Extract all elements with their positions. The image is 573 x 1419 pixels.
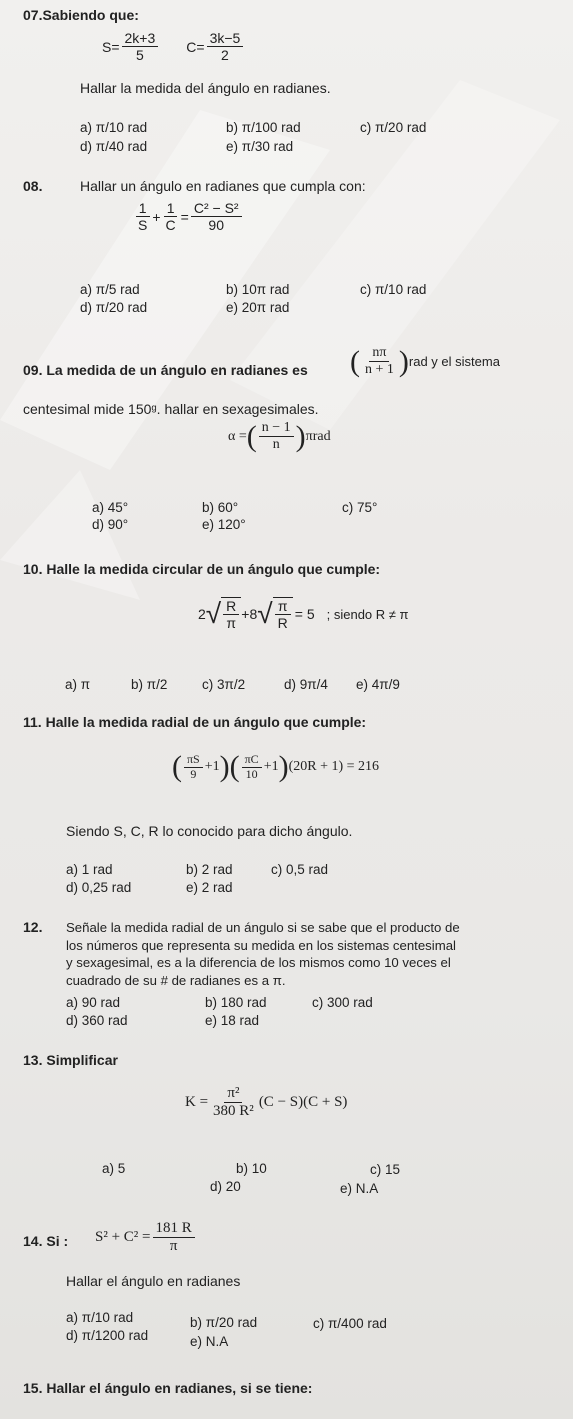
q12-line: y sexagesimal, es a la diferencia de los mismos como 10 veces el (66, 955, 451, 970)
q09-option-e[interactable]: e) 120° (202, 517, 246, 532)
q10-r1-den: π (226, 615, 237, 632)
q10-r2-den: R (277, 615, 288, 632)
q11-option-a[interactable]: a) 1 rad (66, 862, 113, 877)
q08-number: 08. (23, 178, 43, 194)
q08-option-b[interactable]: b) 10π rad (226, 282, 290, 297)
q11-text: 11. Halle la medida radial de un ángulo que cumple: (23, 714, 367, 730)
q10-text: 10. Halle la medida circular de un ángulo que cumple: (23, 561, 381, 577)
q07-formulas (102, 30, 245, 63)
q11-t1-num: πS (184, 753, 203, 768)
q11-t2-after: +1 (263, 759, 279, 774)
q14-option-d[interactable]: d) π/1200 rad (66, 1328, 149, 1343)
q08-f1-den: S (138, 217, 148, 234)
q13-option-e[interactable]: e) N.A (340, 1181, 379, 1196)
q10-plus: +8 (241, 606, 258, 623)
q07-instruction: Hallar la medida del ángulo en radianes. (80, 80, 331, 96)
q09-option-c[interactable]: c) 75° (342, 500, 378, 515)
q09-a-after: πrad (305, 428, 331, 444)
q09-after: rad y el sistema (408, 354, 500, 370)
q12-number: 12. (23, 919, 43, 935)
q11-note: Siendo S, C, R lo conocido para dicho ángulo. (66, 823, 353, 839)
s-numerator: 2k+3 (122, 30, 159, 47)
q10-option-c[interactable]: c) 3π/2 (202, 677, 246, 692)
q10-r1-num: R (223, 598, 239, 615)
q09-option-d[interactable]: d) 90° (92, 517, 129, 532)
q09-frac-den: n + 1 (365, 362, 394, 378)
q13-num: π² (224, 1085, 242, 1103)
q07-option-e[interactable]: e) π/30 rad (226, 139, 294, 154)
q13-label: 13. Simplificar (23, 1052, 118, 1068)
q10-option-b[interactable]: b) π/2 (131, 677, 168, 692)
q13-k: K = (185, 1094, 209, 1111)
q13-option-d[interactable]: d) 20 (210, 1179, 241, 1194)
s-denominator: 5 (135, 47, 144, 64)
q10-coef: 2 (198, 606, 206, 623)
q08-f2-den: C (165, 217, 176, 234)
q11-t2-num: πC (242, 753, 262, 768)
q08-option-e[interactable]: e) 20π rad (226, 300, 290, 315)
q12-line: Señale la medida radial de un ángulo si se sabe que el producto de (66, 920, 460, 935)
q14-expr: S² + C² = (95, 1229, 151, 1246)
s-equals: S= (102, 38, 120, 55)
q09-line2: centesimal mide 150ᵍ. hallar en sexagesimales. (23, 401, 319, 417)
c-numerator: 3k−5 (207, 30, 244, 47)
q07-option-d[interactable]: d) π/40 rad (80, 139, 148, 154)
c-equals: C= (186, 38, 205, 55)
q09-frac-num: nπ (369, 345, 389, 362)
q11-t2-den: 10 (245, 766, 258, 781)
q09-alpha-eq: α = (228, 428, 247, 444)
q09-a-den: n (272, 437, 280, 453)
q10-option-a[interactable]: a) π (65, 677, 91, 692)
q13-option-b[interactable]: b) 10 (236, 1161, 267, 1176)
q12-option-a[interactable]: a) 90 rad (66, 995, 121, 1010)
q14-option-e[interactable]: e) N.A (190, 1334, 229, 1349)
q14-formula (95, 1220, 197, 1256)
q07-option-c[interactable]: c) π/20 rad (360, 120, 427, 135)
q12-line: los números que representa su medida en los sistemas centesimal (66, 937, 456, 953)
q12-text (66, 919, 460, 989)
q15-text: 15. Hallar el ángulo en radianes, si se tiene: (23, 1380, 313, 1396)
q14-num: 181 R (153, 1220, 195, 1238)
q12-option-c[interactable]: c) 300 rad (312, 995, 373, 1010)
q08-option-c[interactable]: c) π/10 rad (360, 282, 427, 297)
q10-eq: = 5 (294, 606, 315, 623)
q12-option-e[interactable]: e) 18 rad (205, 1013, 260, 1028)
q11-t1-den: 9 (190, 766, 197, 781)
q09-line1-text: 09. La medida de un ángulo en radianes es (23, 362, 308, 378)
q10-condition: ; siendo R ≠ π (326, 606, 409, 622)
q12-option-b[interactable]: b) 180 rad (205, 995, 267, 1010)
q08-plus: + (152, 208, 161, 225)
q10-formula: 2 √ $\frac{R}{\pi}$ +8 √ $\frac{\pi}{R}$ = 5 ; siendo R ≠ π (198, 598, 409, 632)
q11-option-b[interactable]: b) 2 rad (186, 862, 233, 877)
q08-eq: = (180, 208, 189, 225)
q13-option-a[interactable]: a) 5 (102, 1161, 126, 1176)
q07-option-b[interactable]: b) π/100 rad (226, 120, 301, 135)
q10-r2-num: π (275, 598, 291, 615)
q08-formula (133, 200, 244, 233)
q14-option-c[interactable]: c) π/400 rad (313, 1316, 387, 1331)
q14-label: 14. Si : (23, 1233, 69, 1249)
q10-option-d[interactable]: d) 9π/4 (284, 677, 328, 692)
q14-option-b[interactable]: b) π/20 rad (190, 1315, 258, 1330)
q08-option-d[interactable]: d) π/20 rad (80, 300, 148, 315)
q07-label: 07.Sabiendo que: (23, 7, 139, 23)
q12-line: cuadrado de su # de radianes es a π. (66, 972, 286, 988)
q13-formula (185, 1085, 347, 1121)
q08-f3-num: C² − S² (191, 200, 242, 217)
q14-instruction: Hallar el ángulo en radianes (66, 1273, 241, 1289)
q08-f3-den: 90 (208, 217, 224, 234)
q11-formula: ( $\frac{\pi S}{9}$ +1 )( $\frac{\pi C}{10}$ +1 ) (20R + 1) = 216 (172, 750, 380, 783)
q11-tail: (20R + 1) = 216 (288, 759, 380, 774)
q09-line1 (23, 362, 308, 378)
q11-option-d[interactable]: d) 0,25 rad (66, 880, 132, 895)
q09-a-num: n − 1 (259, 420, 294, 437)
q12-option-d[interactable]: d) 360 rad (66, 1013, 128, 1028)
q07-option-a[interactable]: a) π/10 rad (80, 120, 148, 135)
q11-option-e[interactable]: e) 2 rad (186, 880, 233, 895)
q08-f1-num: 1 (136, 200, 150, 217)
q11-t1-after: +1 (204, 759, 220, 774)
q08-option-a[interactable]: a) π/5 rad (80, 282, 140, 297)
q11-option-c[interactable]: c) 0,5 rad (271, 862, 329, 877)
q09-alpha: α = ( $\frac{n - 1}{n}$ ) πrad (228, 419, 331, 453)
q14-den: π (169, 1238, 178, 1255)
q09-option-a[interactable]: a) 45° (92, 500, 129, 515)
q13-tail: (C − S)(C + S) (258, 1094, 348, 1111)
q08-f2-num: 1 (164, 200, 178, 217)
q14-option-a[interactable]: a) π/10 rad (66, 1310, 134, 1325)
q13-option-c[interactable]: c) 15 (370, 1162, 401, 1177)
q13-den: 380 R² (213, 1103, 254, 1120)
q09-option-b[interactable]: b) 60° (202, 500, 239, 515)
q09-fraction: ( $\frac{n\pi}{n + 1}$ ) rad y el sistema (350, 344, 500, 378)
c-denominator: 2 (221, 47, 229, 64)
q08-text: Hallar un ángulo en radianes que cumpla con: (80, 178, 366, 194)
q10-option-e[interactable]: e) 4π/9 (356, 677, 400, 692)
